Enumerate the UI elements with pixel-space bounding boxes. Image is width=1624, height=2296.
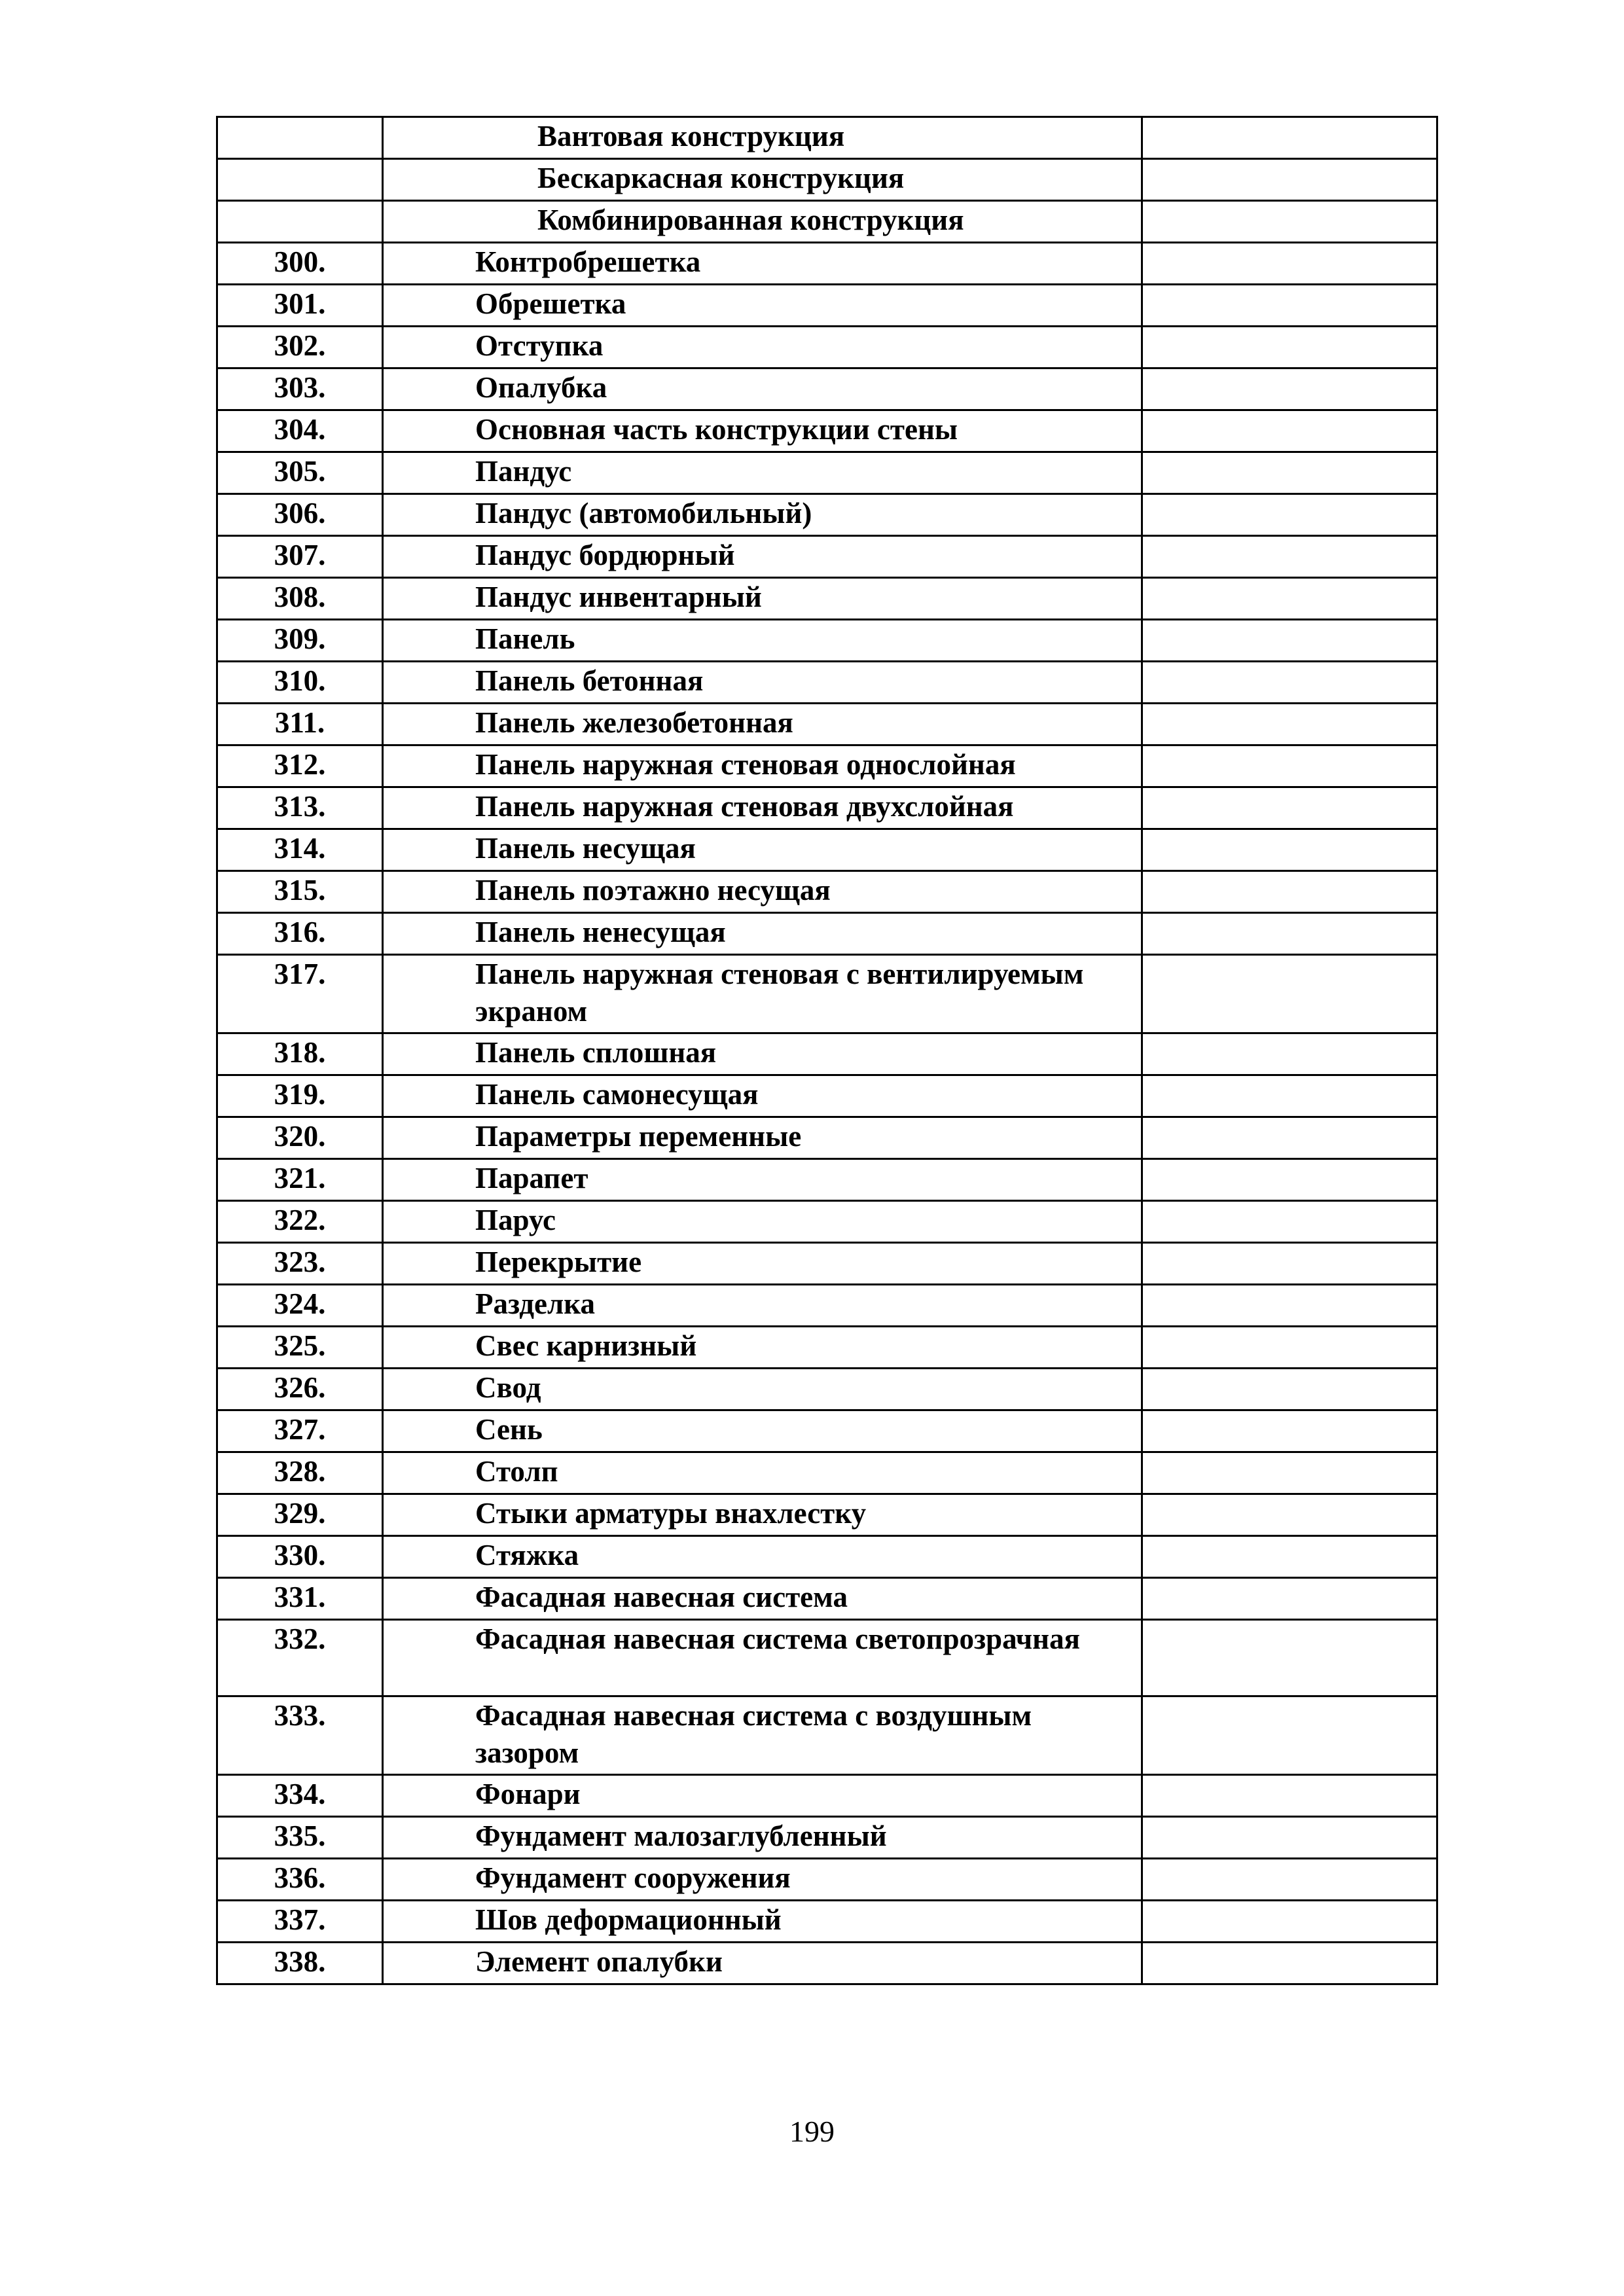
term-number-cell: 305. [217,452,383,494]
table-row [217,1620,1437,1696]
term-number-cell: 306. [217,494,383,536]
empty-cell [1142,704,1437,745]
term-name-cell: Параметры переменные [383,1117,1142,1159]
term-name-cell: Панель наружная стеновая с вентилируемым экраном [383,955,1142,1033]
empty-cell [1142,620,1437,662]
term-number-cell: 323. [217,1243,383,1285]
table-row [217,745,1437,787]
term-number-cell [217,201,383,243]
empty-cell [1142,745,1437,787]
term-number-cell: 309. [217,620,383,662]
term-name-cell: Пандус [383,452,1142,494]
term-number-cell: 337. [217,1901,383,1943]
term-name-cell: Панель [383,620,1142,662]
empty-cell [1142,327,1437,368]
term-number-cell: 330. [217,1536,383,1578]
term-number-cell: 303. [217,368,383,410]
term-number-cell: 311. [217,704,383,745]
term-name-cell: Фасадная навесная система с воздушным зазором [383,1696,1142,1775]
empty-cell [1142,1369,1437,1410]
empty-cell [1142,1817,1437,1859]
term-number-cell: 308. [217,578,383,620]
empty-cell [1142,1859,1437,1901]
term-name-cell: Основная часть конструкции стены [383,410,1142,452]
table-row [217,1452,1437,1494]
term-number-cell: 321. [217,1159,383,1201]
term-name-cell: Панель наружная стеновая однослойная [383,745,1142,787]
term-number-cell: 316. [217,913,383,955]
term-number-cell: 338. [217,1943,383,1984]
term-name-cell: Свес карнизный [383,1327,1142,1369]
table-row [217,1696,1437,1775]
table-row [217,494,1437,536]
term-number-cell: 300. [217,243,383,285]
term-number-cell: 315. [217,871,383,913]
table-row [217,578,1437,620]
term-name-cell: Фасадная навесная система светопрозрачная [383,1620,1142,1696]
empty-cell [1142,1201,1437,1243]
table-row [217,117,1437,159]
term-number-cell: 332. [217,1620,383,1696]
table-row [217,1159,1437,1201]
term-name-cell: Стыки арматуры внахлестку [383,1494,1142,1536]
table-row [217,704,1437,745]
table-row [217,452,1437,494]
empty-cell [1142,159,1437,201]
section-heading-cell: Вантовая конструкция [383,117,1142,159]
empty-cell [1142,662,1437,704]
empty-cell [1142,1775,1437,1817]
term-name-cell: Панель наружная стеновая двухслойная [383,787,1142,829]
term-number-cell: 317. [217,955,383,1033]
term-number-cell: 312. [217,745,383,787]
term-number-cell [217,159,383,201]
term-number-cell: 314. [217,829,383,871]
term-number-cell: 327. [217,1410,383,1452]
term-number-cell: 335. [217,1817,383,1859]
term-name-cell: Свод [383,1369,1142,1410]
table-row [217,201,1437,243]
table-row [217,243,1437,285]
term-number-cell: 318. [217,1033,383,1075]
term-number-cell: 331. [217,1578,383,1620]
table-row [217,536,1437,578]
term-number-cell: 334. [217,1775,383,1817]
term-number-cell: 322. [217,1201,383,1243]
term-name-cell: Парапет [383,1159,1142,1201]
table-row [217,955,1437,1033]
term-name-cell: Шов деформационный [383,1901,1142,1943]
empty-cell [1142,578,1437,620]
table-row [217,1075,1437,1117]
empty-cell [1142,368,1437,410]
empty-cell [1142,285,1437,327]
table-row [217,1901,1437,1943]
term-number-cell: 325. [217,1327,383,1369]
term-number-cell: 302. [217,327,383,368]
empty-cell [1142,1578,1437,1620]
term-name-cell: Фундамент малозаглубленный [383,1817,1142,1859]
empty-cell [1142,1410,1437,1452]
table-row [217,1033,1437,1075]
empty-cell [1142,1452,1437,1494]
table-row [217,159,1437,201]
term-number-cell: 336. [217,1859,383,1901]
table-row [217,1536,1437,1578]
empty-cell [1142,1243,1437,1285]
term-name-cell: Парус [383,1201,1142,1243]
term-number-cell: 328. [217,1452,383,1494]
term-name-cell: Панель бетонная [383,662,1142,704]
empty-cell [1142,201,1437,243]
empty-cell [1142,410,1437,452]
section-heading-cell: Бескаркасная конструкция [383,159,1142,201]
term-number-cell: 304. [217,410,383,452]
term-name-cell: Панель железобетонная [383,704,1142,745]
table-row [217,1369,1437,1410]
table-row [217,829,1437,871]
term-name-cell: Панель несущая [383,829,1142,871]
empty-cell [1142,1159,1437,1201]
empty-cell [1142,117,1437,159]
term-number-cell: 307. [217,536,383,578]
empty-cell [1142,1033,1437,1075]
table-row [217,1410,1437,1452]
term-name-cell: Отступка [383,327,1142,368]
empty-cell [1142,536,1437,578]
empty-cell [1142,913,1437,955]
term-name-cell: Стяжка [383,1536,1142,1578]
table-row [217,1943,1437,1984]
empty-cell [1142,1901,1437,1943]
table-row [217,1817,1437,1859]
term-name-cell: Столп [383,1452,1142,1494]
table-row [217,620,1437,662]
table-row [217,1578,1437,1620]
table-row [217,913,1437,955]
empty-cell [1142,1943,1437,1984]
empty-cell [1142,955,1437,1033]
empty-cell [1142,1327,1437,1369]
term-name-cell: Контробрешетка [383,243,1142,285]
term-name-cell: Опалубка [383,368,1142,410]
table-row [217,662,1437,704]
term-name-cell: Панель поэтажно несущая [383,871,1142,913]
term-name-cell: Сень [383,1410,1142,1452]
table-row [217,1285,1437,1327]
table-row [217,1117,1437,1159]
term-name-cell: Панель ненесущая [383,913,1142,955]
term-name-cell: Перекрытие [383,1243,1142,1285]
term-number-cell: 313. [217,787,383,829]
empty-cell [1142,1117,1437,1159]
term-number-cell: 320. [217,1117,383,1159]
empty-cell [1142,1620,1437,1696]
table-row [217,285,1437,327]
term-number-cell: 310. [217,662,383,704]
term-name-cell: Пандус (автомобильный) [383,494,1142,536]
terms-table [216,116,1438,1985]
table-row [217,410,1437,452]
term-number-cell: 326. [217,1369,383,1410]
term-number-cell: 333. [217,1696,383,1775]
empty-cell [1142,494,1437,536]
empty-cell [1142,829,1437,871]
term-number-cell [217,117,383,159]
table-row [217,368,1437,410]
table-row [217,1201,1437,1243]
empty-cell [1142,452,1437,494]
term-number-cell: 324. [217,1285,383,1327]
empty-cell [1142,1536,1437,1578]
empty-cell [1142,787,1437,829]
term-name-cell: Фундамент сооружения [383,1859,1142,1901]
table-row [217,871,1437,913]
section-heading-cell: Комбинированная конструкция [383,201,1142,243]
term-number-cell: 301. [217,285,383,327]
term-name-cell: Фонари [383,1775,1142,1817]
page-number: 199 [789,2115,835,2148]
table-row [217,1243,1437,1285]
term-number-cell: 329. [217,1494,383,1536]
empty-cell [1142,243,1437,285]
term-name-cell: Пандус инвентарный [383,578,1142,620]
table-row [217,787,1437,829]
empty-cell [1142,1075,1437,1117]
term-name-cell: Обрешетка [383,285,1142,327]
empty-cell [1142,871,1437,913]
table-row [217,1494,1437,1536]
term-name-cell: Фасадная навесная система [383,1578,1142,1620]
empty-cell [1142,1696,1437,1775]
term-name-cell: Пандус бордюрный [383,536,1142,578]
terms-table-body [217,117,1437,1984]
table-row [217,1775,1437,1817]
term-number-cell: 319. [217,1075,383,1117]
term-name-cell: Элемент опалубки [383,1943,1142,1984]
term-name-cell: Панель самонесущая [383,1075,1142,1117]
table-row [217,327,1437,368]
empty-cell [1142,1494,1437,1536]
empty-cell [1142,1285,1437,1327]
term-name-cell: Панель сплошная [383,1033,1142,1075]
term-name-cell: Разделка [383,1285,1142,1327]
table-row [217,1859,1437,1901]
table-row [217,1327,1437,1369]
